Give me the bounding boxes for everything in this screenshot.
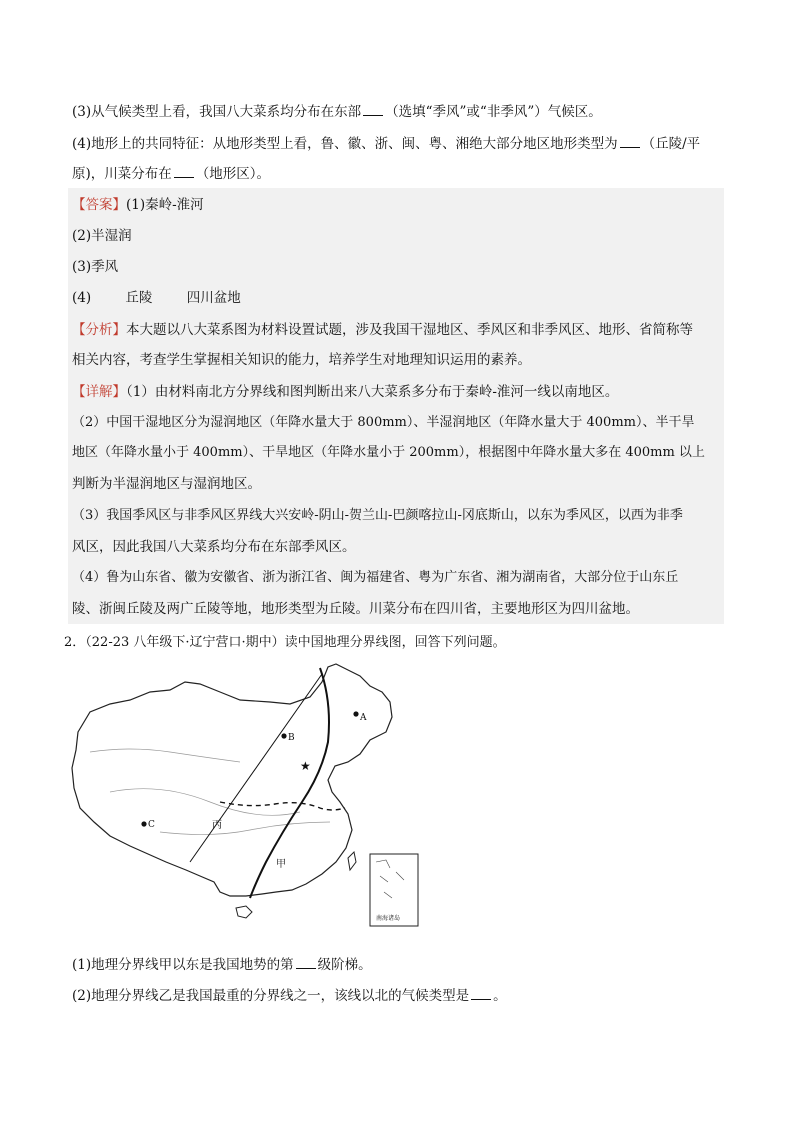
answer-block-bg [68, 188, 724, 624]
q1-part3 [72, 102, 602, 122]
detail-p3-line-2 [72, 537, 356, 557]
answer-4-value-1: 丘陵 [125, 290, 153, 306]
detail-p2-3: 判断为半湿润地区与湿润地区。 [72, 476, 261, 492]
q2-intro-text: 2．（22-23 八年级下·辽宁营口·期中）读中国地理分界线图，回答下列问题。 [64, 635, 506, 650]
q2-sub2-prefix: (2)地理分界线乙是我国最重的分界线之一，该线以北的气候类型是 [72, 988, 470, 1004]
detail-p3-1: （3）我国季风区与非季风区界线大兴安岭-阴山-贺兰山-巴颜喀拉山-冈底斯山，以东为季风区，以西为非季 [72, 508, 683, 523]
detail-p3-2: 风区，因此我国八大菜系均分布在东部季风区。 [72, 539, 356, 555]
q2-sub2-suffix: 。 [493, 988, 507, 1004]
boundary-line-yi [220, 802, 345, 810]
analysis-text-1: 本大题以八大菜系图为材料设置试题，涉及我国干湿地区、季风区和非季风区、地形、省简称等 [126, 322, 693, 338]
map-label-b: B [288, 733, 295, 743]
analysis-text-2: 相关内容，考查学生掌握相关知识的能力，培养学生对地理知识运用的素养。 [72, 352, 531, 368]
q1-part4-line2-suffix: （地形区）。 [195, 166, 271, 182]
detail-tag: 【详解】 [72, 384, 126, 400]
answer-line-2 [72, 226, 132, 246]
answer-blank[interactable] [471, 986, 491, 1000]
analysis-line-1 [72, 320, 693, 340]
map-label-bing: 丙 [212, 820, 222, 831]
q1-part4-line1 [72, 134, 700, 154]
map-label-a: A [360, 713, 367, 723]
detail-p2-2: 地区（年降水量小于 400mm）、干旱地区（年降水量小于 200mm），根据图中年降水量大多在 400mm 以上 [72, 445, 705, 460]
detail-p4-2: 陵、浙闽丘陵及两广丘陵等地，地形类型为丘陵。川菜分布在四川省，主要地形区为四川盆地。 [72, 601, 639, 617]
answer-3: (3)季风 [72, 259, 119, 275]
q1-part4-line2 [72, 164, 270, 184]
answer-4-value-2: 四川盆地 [186, 290, 241, 306]
q2-sub1 [72, 955, 372, 975]
china-boundary-map [70, 662, 420, 932]
q1-part4-prefix: (4)地形上的共同特征：从地形类型上看，鲁、徽、浙、闽、粤、湘绝大部分地区地形类型为 [72, 136, 618, 152]
q1-part4-suffix: （丘陵/平 [641, 136, 701, 152]
map-label-c: C [148, 820, 155, 830]
answer-line-3 [72, 257, 118, 277]
answer-blank[interactable] [363, 102, 383, 116]
taiwan-island [348, 852, 356, 870]
detail-p3-line-1 [72, 506, 683, 526]
analysis-tag: 【分析】 [72, 322, 126, 338]
detail-p2-1: （2）中国干湿地区分为湿润地区（年降水量大于 800mm）、半湿润地区（年降水量大于 400mm）、半干旱 [72, 415, 695, 430]
inset-label: 南海诸岛 [376, 915, 401, 922]
answer-tag: 【答案】 [72, 197, 126, 213]
q2-sub1-suffix: 级阶梯。 [317, 957, 372, 973]
q1-part4-line2-prefix: 原)，川菜分布在 [72, 166, 172, 182]
answer-blank[interactable] [620, 134, 640, 148]
answer-2: (2)半湿润 [72, 228, 132, 244]
detail-p1: （1）由材料南北方分界线和图判断出来八大菜系多分布于秦岭-淮河一线以南地区。 [126, 384, 619, 400]
detail-p4-1: （4）鲁为山东省、徽为安徽省、浙为浙江省、闽为福建省、粤为广东省、湘为湖南省，大部分位于山东丘 [72, 570, 679, 585]
answer-1: (1)秦岭-淮河 [126, 197, 204, 213]
point-b-marker [281, 733, 286, 738]
answer-line-4 [72, 288, 241, 308]
answer-4-num: (4) [72, 290, 92, 306]
answer-blank[interactable] [296, 955, 316, 969]
star-icon: ★ [300, 759, 311, 773]
detail-p2-line-1 [72, 413, 694, 433]
detail-p2-line-3 [72, 474, 261, 494]
q2-sub2 [72, 986, 507, 1006]
china-outline [72, 664, 392, 896]
q1-part3-suffix: （选填“季风”或“非季风”）气候区。 [385, 104, 602, 120]
answer-line-1 [72, 195, 204, 215]
hainan-island [236, 906, 252, 918]
q1-part3-prefix: (3)从气候类型上看，我国八大菜系均分布在东部 [72, 104, 362, 120]
answer-blank[interactable] [174, 164, 194, 178]
point-c-marker [141, 821, 146, 826]
detail-p4-line-1 [72, 568, 678, 588]
detail-line-1 [72, 382, 618, 402]
detail-p2-line-2 [72, 443, 705, 463]
analysis-line-2 [72, 350, 531, 370]
q2-sub1-prefix: (1)地理分界线甲以东是我国地势的第 [72, 957, 294, 973]
q2-intro [64, 633, 506, 653]
point-a-marker [353, 711, 358, 716]
boundary-line-jia [250, 668, 329, 898]
map-label-jia: 甲 [276, 859, 286, 870]
detail-p4-line-2 [72, 599, 639, 619]
